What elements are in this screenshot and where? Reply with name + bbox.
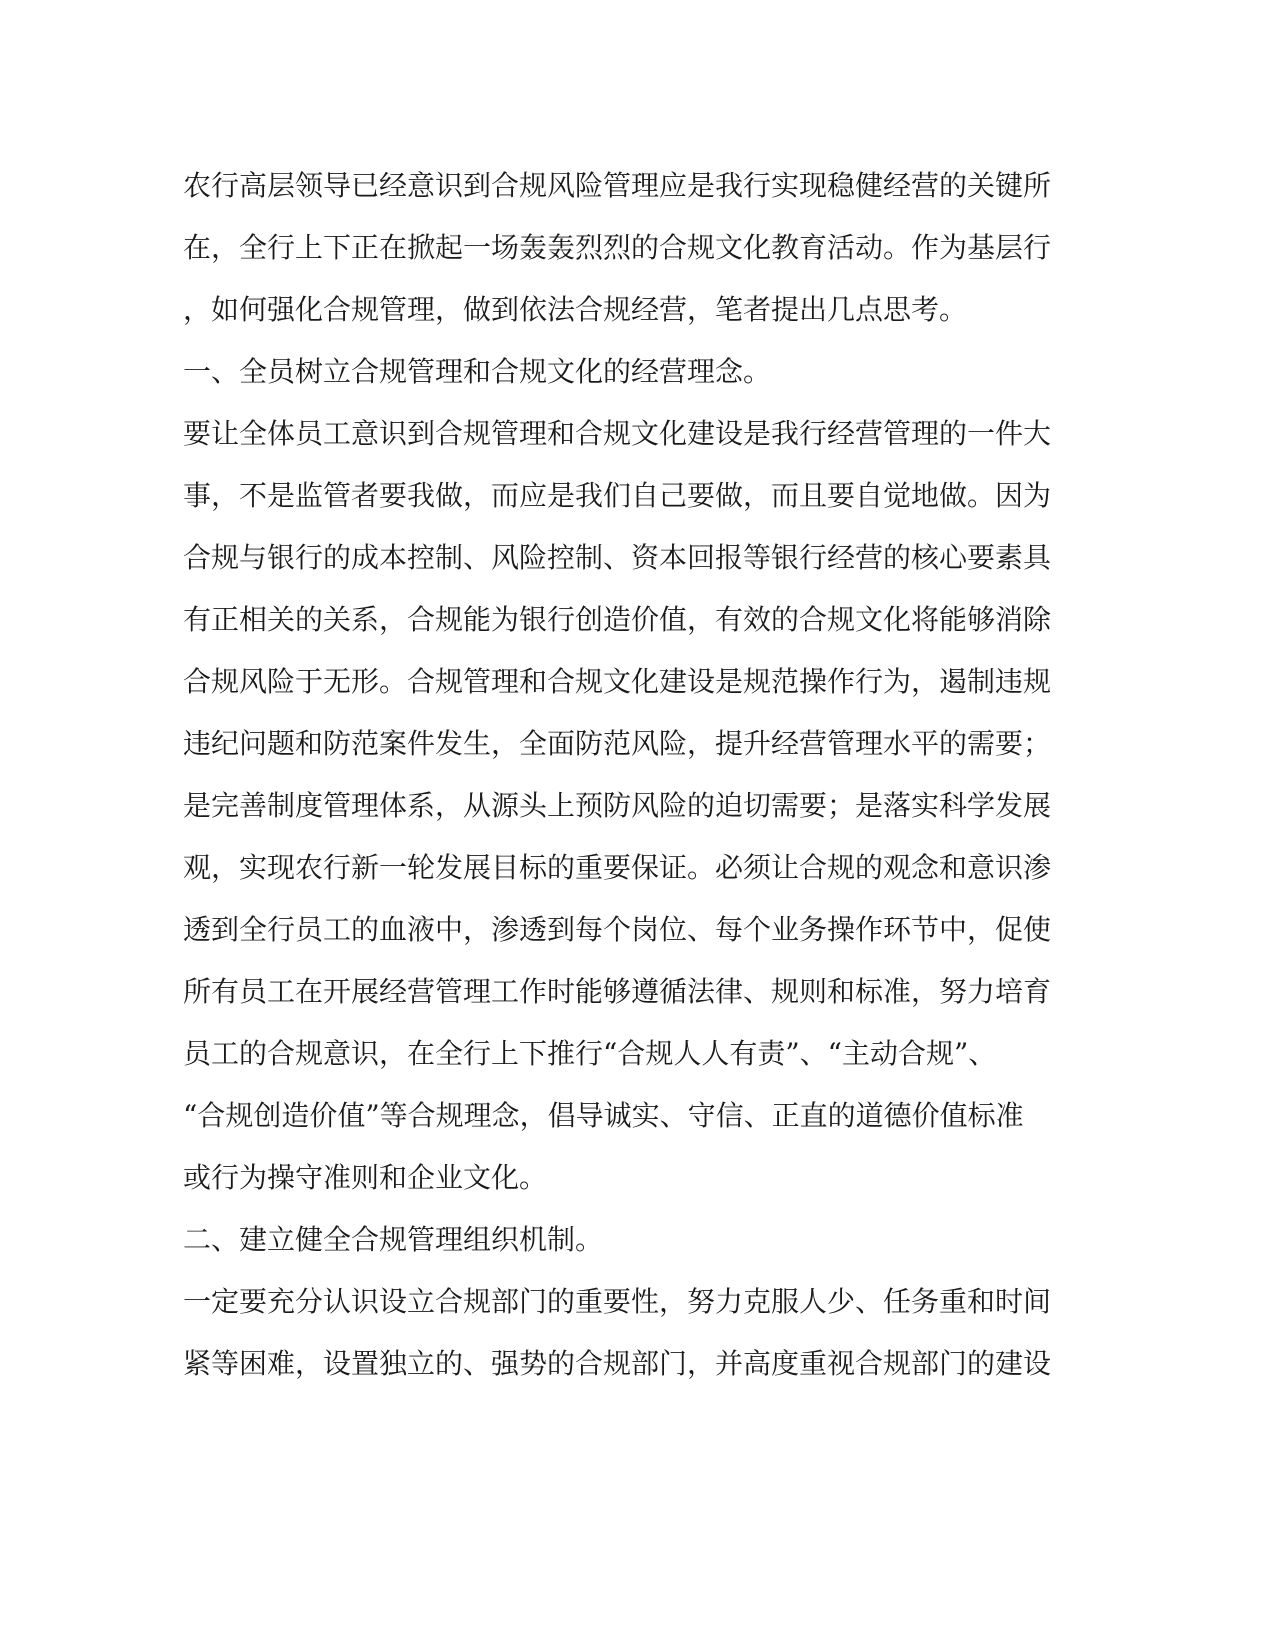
text-line: 合规与银行的成本控制、风险控制、资本回报等银行经营的核心要素具 <box>183 541 1052 574</box>
text-line: 透到全行员工的血液中，渗透到每个岗位、每个业务操作环节中，促使 <box>183 913 1052 946</box>
text-line: 要让全体员工意识到合规管理和合规文化建设是我行经营管理的一件大 <box>183 417 1052 450</box>
section-heading-1: 一、全员树立合规管理和合规文化的经营理念。 <box>183 355 772 388</box>
document-body <box>183 155 1063 1395</box>
text-line: 违纪问题和防范案件发生，全面防范风险，提升经营管理水平的需要； <box>183 727 1052 760</box>
text-line: 事，不是监管者要我做，而应是我们自己要做，而且要自觉地做。因为 <box>183 479 1052 512</box>
text-line: 有正相关的关系，合规能为银行创造价值，有效的合规文化将能够消除 <box>183 603 1052 636</box>
text-line: ，如何强化合规管理，做到依法合规经营，笔者提出几点思考。 <box>183 293 968 326</box>
text-line: 是完善制度管理体系，从源头上预防风险的迫切需要；是落实科学发展 <box>183 789 1052 822</box>
text-line: 所有员工在开展经营管理工作时能够遵循法律、规则和标准，努力培育 <box>183 975 1052 1008</box>
text-line: “合规创造价值”等合规理念，倡导诚实、守信、正直的道德价值标准 <box>183 1099 1024 1132</box>
section-heading-2: 二、建立健全合规管理组织机制。 <box>183 1223 604 1256</box>
text-line: 一定要充分认识设立合规部门的重要性，努力克服人少、任务重和时间 <box>183 1285 1052 1318</box>
text-line: 农行高层领导已经意识到合规风险管理应是我行实现稳健经营的关键所 <box>183 169 1052 202</box>
text-line: 紧等困难，设置独立的、强势的合规部门，并高度重视合规部门的建设 <box>183 1347 1052 1380</box>
text-line: 在，全行上下正在掀起一场轰轰烈烈的合规文化教育活动。作为基层行 <box>183 231 1052 264</box>
text-line: 员工的合规意识，在全行上下推行“合规人人有责”、“主动合规”、 <box>183 1037 997 1070</box>
text-line: 或行为操守准则和企业文化。 <box>183 1161 548 1194</box>
text-line: 观，实现农行新一轮发展目标的重要保证。必须让合规的观念和意识渗 <box>183 851 1052 884</box>
text-line: 合规风险于无形。合规管理和合规文化建设是规范操作行为，遏制违规 <box>183 665 1052 698</box>
